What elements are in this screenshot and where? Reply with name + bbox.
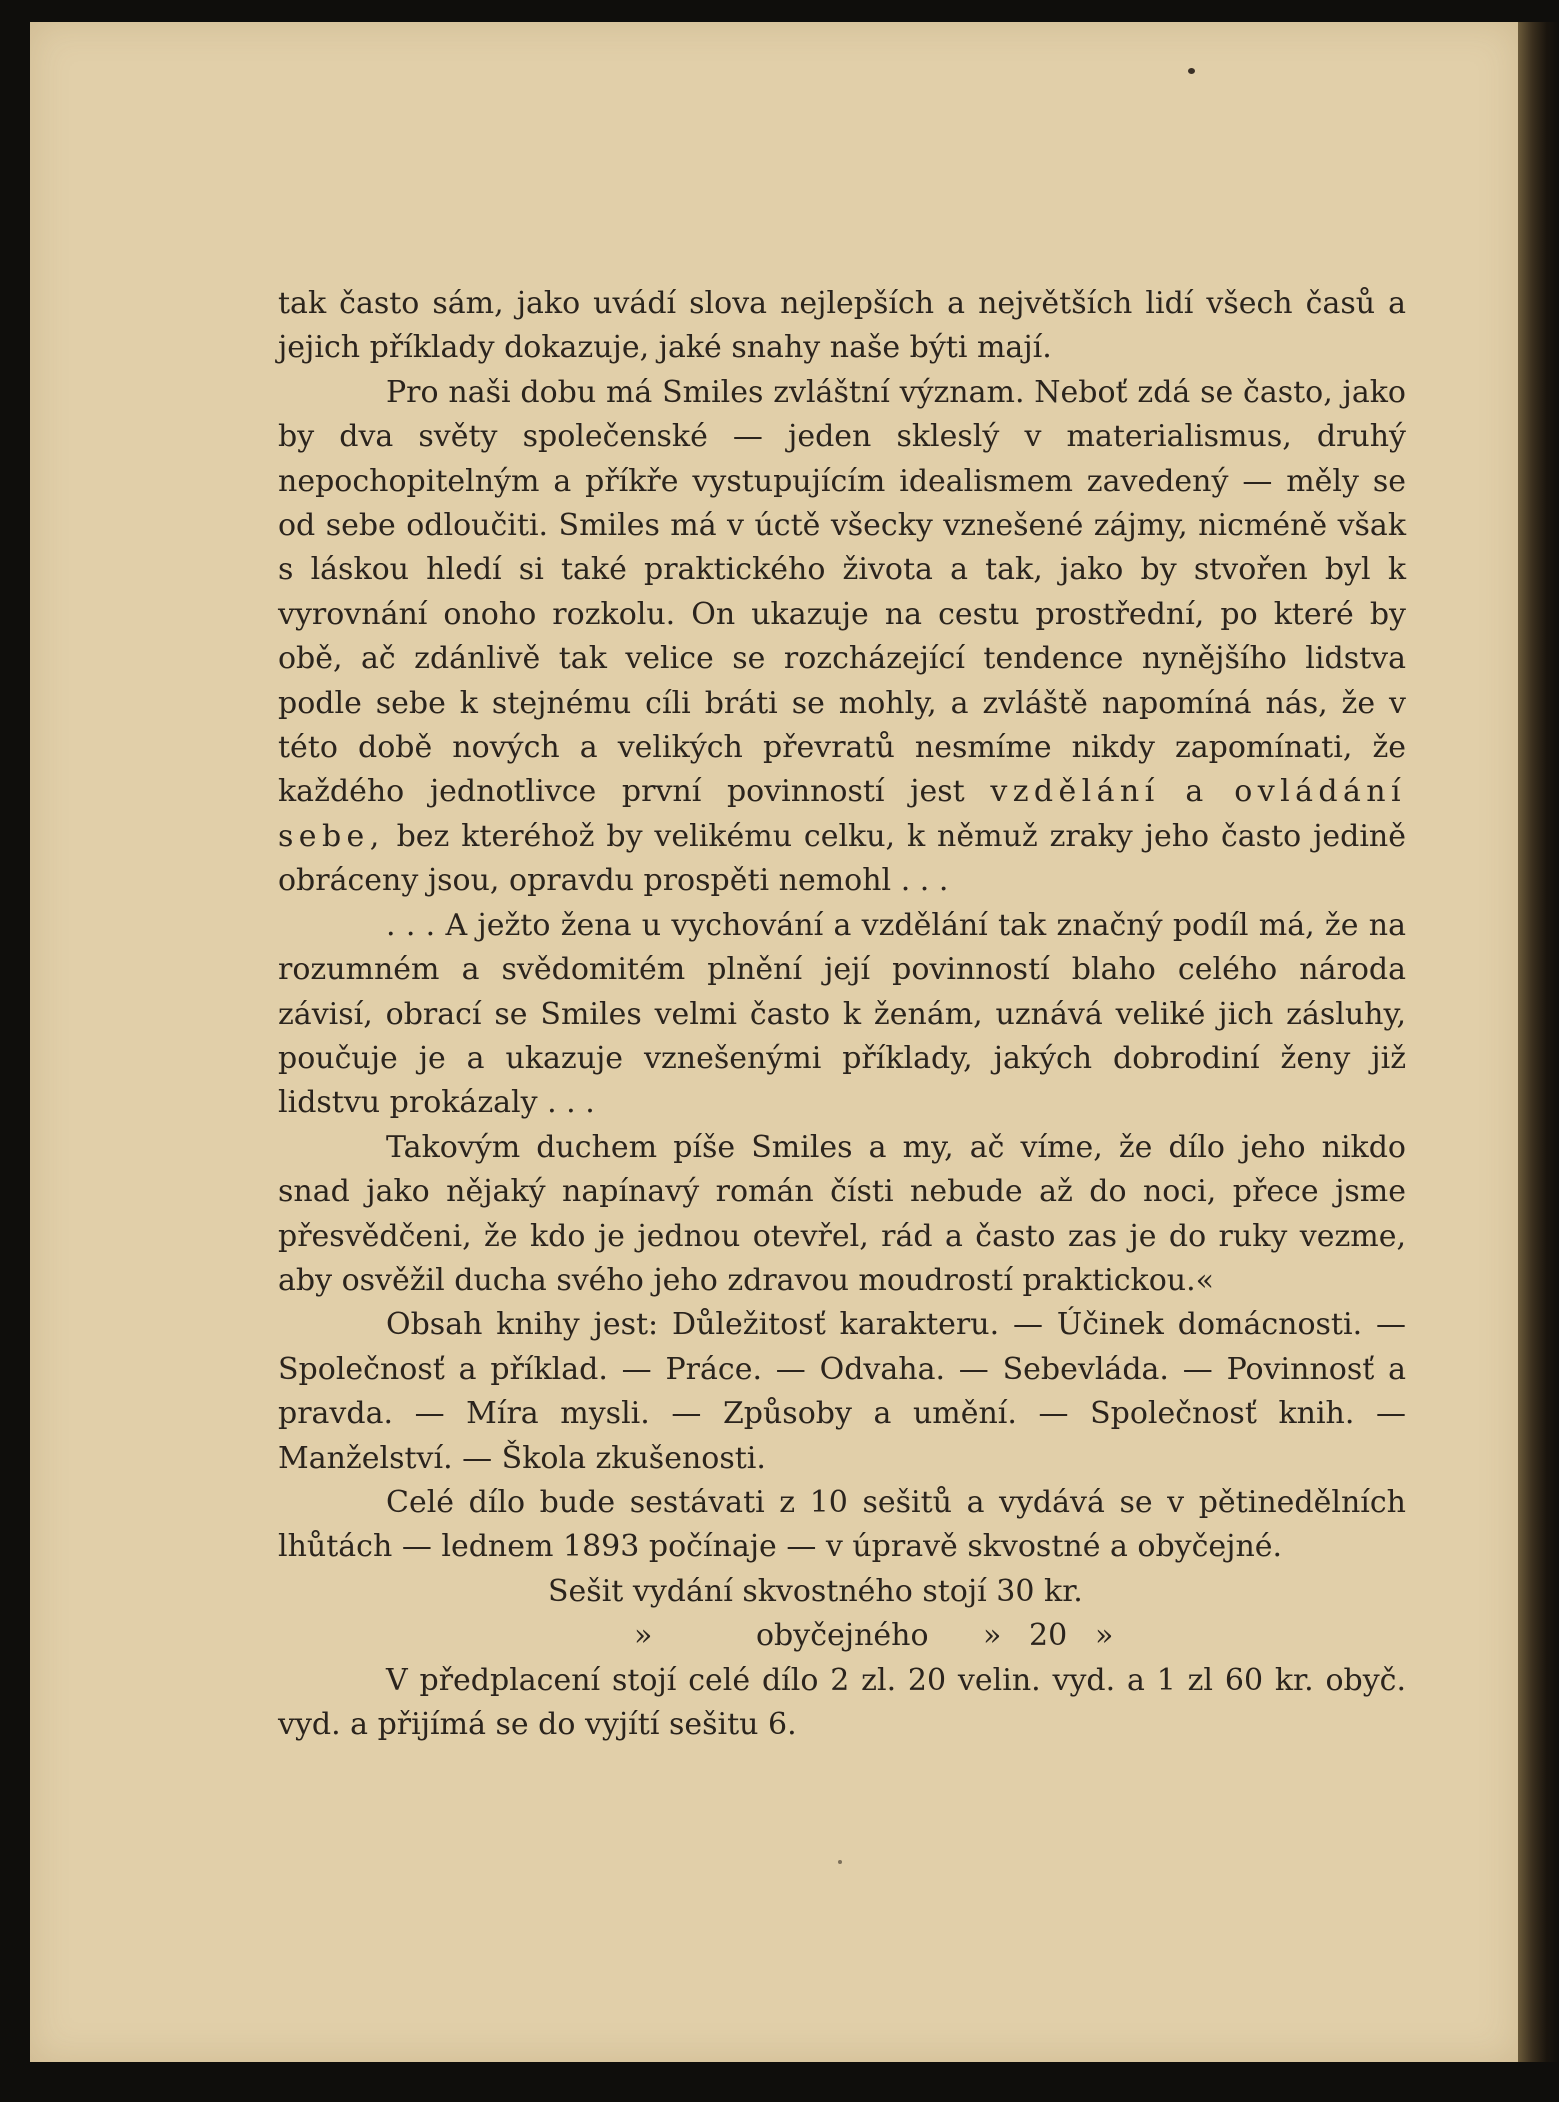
ink-speck xyxy=(1188,68,1195,74)
price-deluxe-text: Sešit vydání skvostného stojí 30 kr. xyxy=(548,1573,1083,1609)
price-regular-value: 20 xyxy=(1029,1618,1068,1654)
paragraph-2-text: Pro naši dobu má Smiles zvláštní význam. Neboť zdá se často, jako by dva světy společenské — jeden skleslý v materialismus, druhý nepochopitelným a příkře vystupujícím idealismem zavedený — měly se od sebe odloučiti. Smiles má v úctě všecky vznešené zájmy, nicméně však s láskou hledí si také praktického života a tak, jako by stvořen byl k vyrovnání onoho rozkolu. On ukazuje na cestu prostřední, po které by obě, ač zdánlivě tak velice se rozcházející tendence nynějšího lidstva podle sebe k stejnému cíli bráti se mohly, a zvláště napomíná nás, že v této době nových a velikých převratů nesmíme nikdy zapomínati, že každého jednotlivce první povinností jest xyxy=(278,374,1406,810)
paragraph-2-end: bez kteréhož by velikému celku, k němuž zraky jeho často jedině obráceny jsou, opravdu prospěti nemohl . . . xyxy=(278,818,1406,899)
ditto-mark-c: » xyxy=(1095,1618,1114,1654)
paragraph-4: Takovým duchem píše Smiles a my, ač víme, že dílo jeho nikdo snad jako nějaký napínavý román čísti nebude až do noci, přece jsme přesvědčeni, že kdo je jednou otevřel, rád a často zas je do ruky vezme, aby osvěžil ducha svého jeho zdravou moudrostí praktickou.« xyxy=(278,1129,1406,1298)
ditto-mark-b: » xyxy=(983,1618,1002,1654)
price-regular-label: obyčejného xyxy=(756,1618,929,1654)
paragraph-2 xyxy=(278,371,1406,904)
paragraph-5: Obsah knihy jest: Důležitosť karakteru. — Účinek domácnosti. — Společnosť a příklad. — Práce. — Odvaha. — Sebevláda. — Povinnosť a pravda. — Míra mysli. — Způsoby a umění. — Společnosť knih. — Manželství. — Škola zkušenosti. xyxy=(278,1307,1406,1476)
spaced-join: a xyxy=(1185,774,1209,810)
spaced-emphasis-1: vzdělání xyxy=(990,774,1160,810)
bottom-edge xyxy=(0,2062,1559,2102)
spaced-emphasis-2: ovládání sebe, xyxy=(278,774,1406,854)
ink-speck xyxy=(838,1860,842,1864)
ditto-mark-a: » xyxy=(634,1618,653,1654)
price-line-regular xyxy=(278,1614,1406,1658)
price-line-deluxe xyxy=(278,1570,1406,1614)
paragraph-6: Celé dílo bude sestávati z 10 sešitů a vydává se v pětinedělních lhůtách — lednem 1893 počínaje — v úpravě skvostné a obyčejné. xyxy=(278,1484,1406,1565)
subscription-paragraph: V předplacení stojí celé dílo 2 zl. 20 velin. vyd. a 1 zl 60 kr. obyč. vyd. a přijímá se do vyjítí sešitu 6. xyxy=(278,1662,1406,1742)
paragraph-3: . . . A ježto žena u vychování a vzdělání tak značný podíl má, že na rozumném a svědomitém plnění její povinností blaho celého národa závisí, obrací se Smiles velmi často k ženám, uznává veliké jich zásluhy, poučuje je a ukazuje vznešenými příklady, jakých dobrodiní ženy již lidstvu prokázaly . . . xyxy=(278,907,1406,1121)
paragraph-1: tak často sám, jako uvádí slova nejlepších a největších lidí všech časů a jejich příklady dokazuje, jaké snahy naše býti mají. xyxy=(278,286,1406,366)
book-spine-shadow xyxy=(1518,22,1559,2102)
body-text xyxy=(278,282,1406,1747)
